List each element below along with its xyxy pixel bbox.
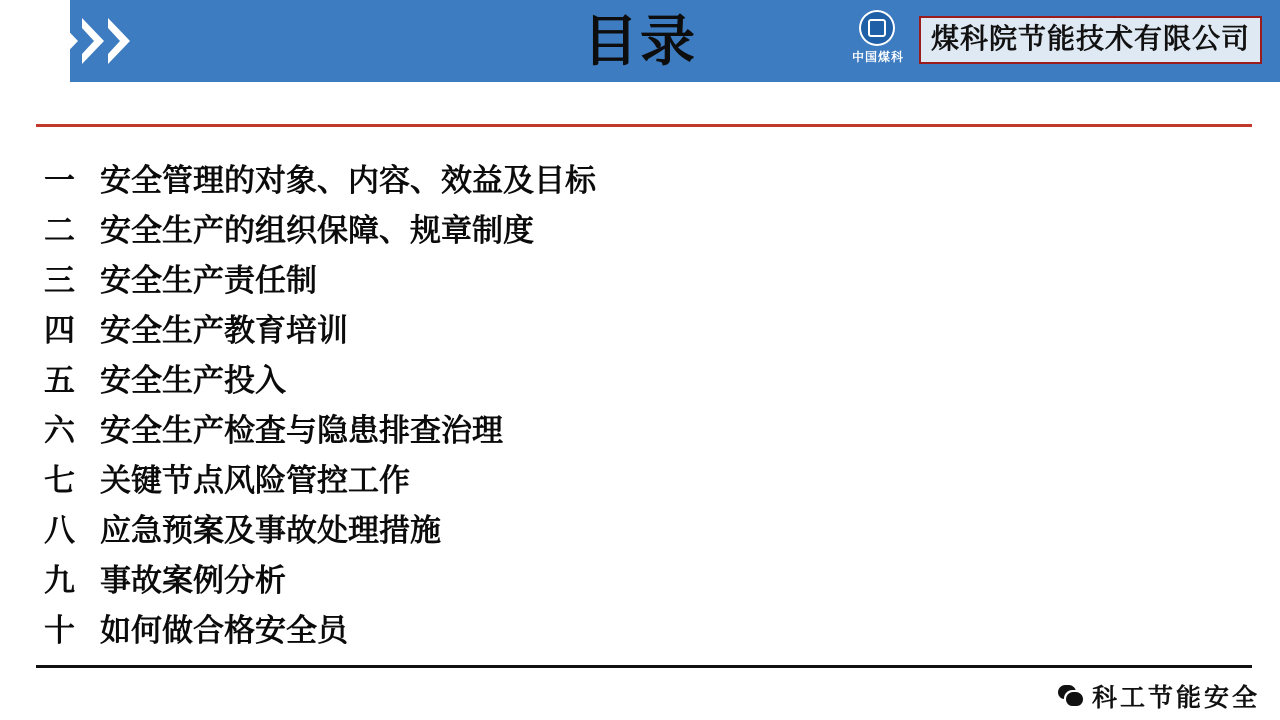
list-item[interactable] [44, 556, 1144, 606]
list-item-number: 十 [44, 613, 75, 648]
list-item-number: 四 [44, 313, 75, 348]
list-item-label: 安全生产的组织保障、规章制度 [100, 213, 534, 248]
list-item-label: 安全生产投入 [100, 363, 286, 398]
list-item-label: 事故案例分析 [100, 563, 286, 598]
list-item-label: 安全管理的对象、内容、效益及目标 [100, 163, 596, 198]
logo-emblem [859, 10, 895, 46]
top-divider [36, 124, 1252, 127]
list-item-label: 安全生产责任制 [100, 263, 317, 298]
list-item-label: 关键节点风险管控工作 [100, 463, 410, 498]
list-item-number: 八 [44, 513, 75, 548]
brand-logo-group [845, 9, 1262, 71]
list-item-number: 二 [44, 213, 75, 248]
list-item[interactable] [44, 256, 1144, 306]
list-item-number: 六 [44, 413, 75, 448]
list-item-number: 三 [44, 263, 75, 298]
list-item[interactable] [44, 456, 1144, 506]
list-item[interactable] [44, 356, 1144, 406]
list-item-label: 安全生产教育培训 [100, 313, 348, 348]
list-item-label: 如何做合格安全员 [100, 613, 348, 648]
list-item[interactable] [44, 606, 1144, 656]
china-coal-logo-icon [845, 10, 911, 70]
list-item[interactable] [44, 506, 1144, 556]
page-title: 目录 [582, 10, 697, 72]
list-item[interactable] [44, 206, 1144, 256]
list-item-number: 一 [44, 163, 75, 198]
wechat-icon [1058, 683, 1084, 709]
bottom-divider [36, 665, 1252, 668]
list-item[interactable] [44, 306, 1144, 356]
company-name-box: 煤科院节能技术有限公司 [919, 16, 1262, 64]
list-item-number: 五 [44, 363, 75, 398]
list-item[interactable] [44, 406, 1144, 456]
list-item-label: 应急预案及事故处理措施 [100, 513, 441, 548]
list-item[interactable] [44, 156, 1144, 206]
list-item-label: 安全生产检查与隐患排查治理 [100, 413, 503, 448]
slide-header [0, 0, 1280, 82]
logo-caption: 中国煤科 [851, 50, 904, 64]
footer-watermark [1058, 678, 1260, 714]
list-item-number: 九 [44, 563, 75, 598]
list-item-number: 七 [44, 463, 75, 498]
table-of-contents [44, 156, 1144, 656]
watermark-text: 科工节能安全 [1091, 683, 1260, 712]
